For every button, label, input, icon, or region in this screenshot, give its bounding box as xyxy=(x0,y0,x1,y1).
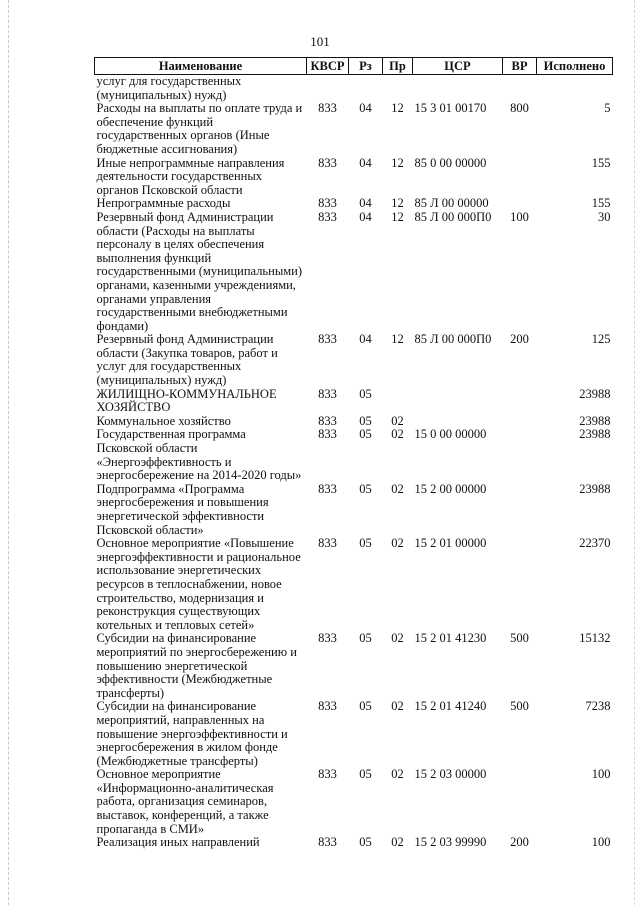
table-row xyxy=(95,537,613,632)
cell-vr xyxy=(503,75,537,103)
header-kvsr: КВСР xyxy=(307,58,349,75)
scan-edge-left xyxy=(8,0,10,905)
cell-rz: 04 xyxy=(359,196,372,211)
cell-vr xyxy=(503,483,537,537)
cell-csr: 85 Л 00 000П0 xyxy=(414,209,492,224)
cell-vr: 100 xyxy=(510,209,529,224)
cell-executed: 23988 xyxy=(579,386,611,401)
cell-csr: 15 2 03 99990 xyxy=(414,835,487,850)
cell-pr: 12 xyxy=(391,155,404,170)
table-row xyxy=(95,768,613,836)
header-vr: ВР xyxy=(503,58,537,75)
cell-executed: 15132 xyxy=(579,631,611,646)
cell-rz: 04 xyxy=(359,209,372,224)
cell-csr: 15 2 01 41230 xyxy=(414,631,487,646)
cell-csr: 15 2 03 00000 xyxy=(414,767,487,782)
cell-kvsr: 833 xyxy=(318,196,337,211)
cell-name: Иные непрограммные направления деятельности государственных органов Псковской области xyxy=(96,155,285,197)
cell-kvsr: 833 xyxy=(318,427,337,442)
cell-name: ЖИЛИЩНО-КОММУНАЛЬНОЕ ХОЗЯЙСТВО xyxy=(96,386,277,415)
cell-pr: 12 xyxy=(391,332,404,347)
cell-vr xyxy=(503,415,537,429)
scan-edge-right xyxy=(634,0,636,905)
cell-pr: 02 xyxy=(391,835,404,850)
cell-rz: 05 xyxy=(359,699,372,714)
cell-name: Резервный фонд Администрации области (Закупка товаров, работ и услуг для государственных (муниципальных) нужд) xyxy=(96,332,278,388)
cell-rz: 04 xyxy=(359,101,372,116)
cell-csr: 85 Л 00 00000 xyxy=(414,196,489,211)
header-rz: Рз xyxy=(349,58,383,75)
table-header-row xyxy=(95,58,613,75)
cell-kvsr: 833 xyxy=(318,835,337,850)
cell-rz: 05 xyxy=(359,386,372,401)
cell-executed: 23988 xyxy=(579,413,611,428)
cell-executed: 155 xyxy=(591,196,611,211)
cell-name: Непрограммные расходы xyxy=(96,196,231,211)
cell-executed: 7238 xyxy=(585,699,611,714)
table-row xyxy=(95,388,613,415)
cell-kvsr: 833 xyxy=(318,481,337,496)
header-name: Наименование xyxy=(95,58,307,75)
cell-name: Основное мероприятие «Информационно-аналитическая работа, организация семинаров, выставок, конференций, а также пропаганда в СМИ» xyxy=(96,767,274,836)
cell-pr: 02 xyxy=(391,767,404,782)
cell-vr xyxy=(503,388,537,415)
cell-executed xyxy=(537,75,613,103)
cell-kvsr: 833 xyxy=(318,101,337,116)
cell-vr: 500 xyxy=(510,631,529,646)
cell-pr: 02 xyxy=(391,427,404,442)
budget-table xyxy=(94,57,613,850)
cell-rz xyxy=(349,75,383,103)
cell-csr: 85 Л 00 000П0 xyxy=(414,332,492,347)
cell-pr: 12 xyxy=(391,196,404,211)
cell-csr: 15 0 00 00000 xyxy=(414,427,487,442)
cell-name: Резервный фонд Администрации области (Расходы на выплаты персоналу в целях обеспечения выполнения функций государственными (муниципальными) органами, казенными учреждениями, органами управления государственными внебюджетными фондами) xyxy=(96,209,302,333)
header-executed: Исполнено xyxy=(537,58,613,75)
cell-rz: 04 xyxy=(359,155,372,170)
cell-csr xyxy=(413,388,503,415)
cell-executed: 30 xyxy=(598,209,611,224)
table-row xyxy=(95,197,613,211)
cell-name: услуг для государственных (муниципальных) нужд) xyxy=(96,74,242,102)
table-row xyxy=(95,428,613,482)
cell-name: Расходы на выплаты по оплате труда и обеспечение функций государственных органов (Иные бюджетные ассигнования) xyxy=(96,101,303,156)
cell-vr xyxy=(503,537,537,632)
cell-csr: 15 2 01 00000 xyxy=(414,536,487,551)
cell-executed: 22370 xyxy=(579,536,611,551)
cell-vr: 500 xyxy=(510,699,529,714)
cell-rz: 05 xyxy=(359,427,372,442)
cell-name: Реализация иных направлений xyxy=(96,835,260,850)
cell-rz: 05 xyxy=(359,835,372,850)
cell-vr xyxy=(503,157,537,198)
cell-kvsr: 833 xyxy=(318,155,337,170)
table-row xyxy=(95,483,613,537)
cell-executed: 155 xyxy=(591,155,611,170)
cell-vr xyxy=(503,428,537,482)
cell-vr: 800 xyxy=(510,101,529,116)
cell-csr: 15 3 01 00170 xyxy=(414,101,487,116)
page-number: 101 xyxy=(310,34,330,49)
cell-pr: 02 xyxy=(391,413,404,428)
cell-csr: 15 2 01 41240 xyxy=(414,699,487,714)
cell-vr: 200 xyxy=(510,332,529,347)
table-row xyxy=(95,836,613,850)
cell-executed: 100 xyxy=(591,767,611,782)
cell-executed: 23988 xyxy=(579,427,611,442)
cell-name: Субсидии на финансирование мероприятий, направленных на повышение энергоэффективности и энергосбережения в жилом фонде (Межбюджетные трансферты) xyxy=(96,699,288,768)
cell-csr: 15 2 00 00000 xyxy=(414,481,487,496)
cell-kvsr: 833 xyxy=(318,536,337,551)
cell-executed: 100 xyxy=(591,835,611,850)
cell-csr xyxy=(413,415,503,429)
cell-executed: 125 xyxy=(591,332,611,347)
cell-rz: 05 xyxy=(359,631,372,646)
cell-rz: 05 xyxy=(359,481,372,496)
cell-vr xyxy=(503,768,537,836)
cell-pr xyxy=(383,75,413,103)
table-row xyxy=(95,415,613,429)
table-row xyxy=(95,75,613,103)
cell-kvsr: 833 xyxy=(318,386,337,401)
table-row xyxy=(95,157,613,198)
cell-name: Государственная программа Псковской области «Энергоэффективность и энергосбережение на 2014-2020 годы» xyxy=(96,427,302,483)
cell-vr xyxy=(503,197,537,211)
cell-rz: 05 xyxy=(359,536,372,551)
table-row xyxy=(95,333,613,387)
cell-pr: 02 xyxy=(391,631,404,646)
cell-csr xyxy=(413,75,503,103)
cell-csr: 85 0 00 00000 xyxy=(414,155,487,170)
cell-rz: 05 xyxy=(359,413,372,428)
cell-rz: 05 xyxy=(359,767,372,782)
cell-name: Субсидии на финансирование мероприятий по энергосбережению и повышению энергетической эффективности (Межбюджетные трансферты) xyxy=(96,631,297,700)
cell-kvsr: 833 xyxy=(318,767,337,782)
table-row xyxy=(95,700,613,768)
table-row xyxy=(95,211,613,333)
cell-pr: 02 xyxy=(391,536,404,551)
cell-pr: 12 xyxy=(391,209,404,224)
table-row xyxy=(95,102,613,156)
header-pr: Пр xyxy=(383,58,413,75)
cell-executed: 5 xyxy=(604,101,611,116)
cell-kvsr: 833 xyxy=(318,631,337,646)
table-row xyxy=(95,632,613,700)
cell-rz: 04 xyxy=(359,332,372,347)
cell-kvsr: 833 xyxy=(318,209,337,224)
cell-kvsr: 833 xyxy=(318,413,337,428)
cell-kvsr xyxy=(307,75,349,103)
cell-name: Подпрограмма «Программа энергосбережения и повышения энергетической эффективности Псковской области» xyxy=(96,481,269,537)
cell-kvsr: 833 xyxy=(318,332,337,347)
cell-pr: 02 xyxy=(391,481,404,496)
cell-kvsr: 833 xyxy=(318,699,337,714)
cell-vr: 200 xyxy=(510,835,529,850)
cell-pr: 02 xyxy=(391,699,404,714)
cell-name: Коммунальное хозяйство xyxy=(96,413,231,428)
header-csr: ЦСР xyxy=(413,58,503,75)
cell-pr: 12 xyxy=(391,101,404,116)
cell-pr xyxy=(383,388,413,415)
cell-executed: 23988 xyxy=(579,481,611,496)
cell-name: Основное мероприятие «Повышение энергоэффективности и рациональное использование энергетических ресурсов в теплоснабжении, новое строительство, модернизация и реконструкция существующих котельных и тепловых сетей» xyxy=(96,536,301,632)
